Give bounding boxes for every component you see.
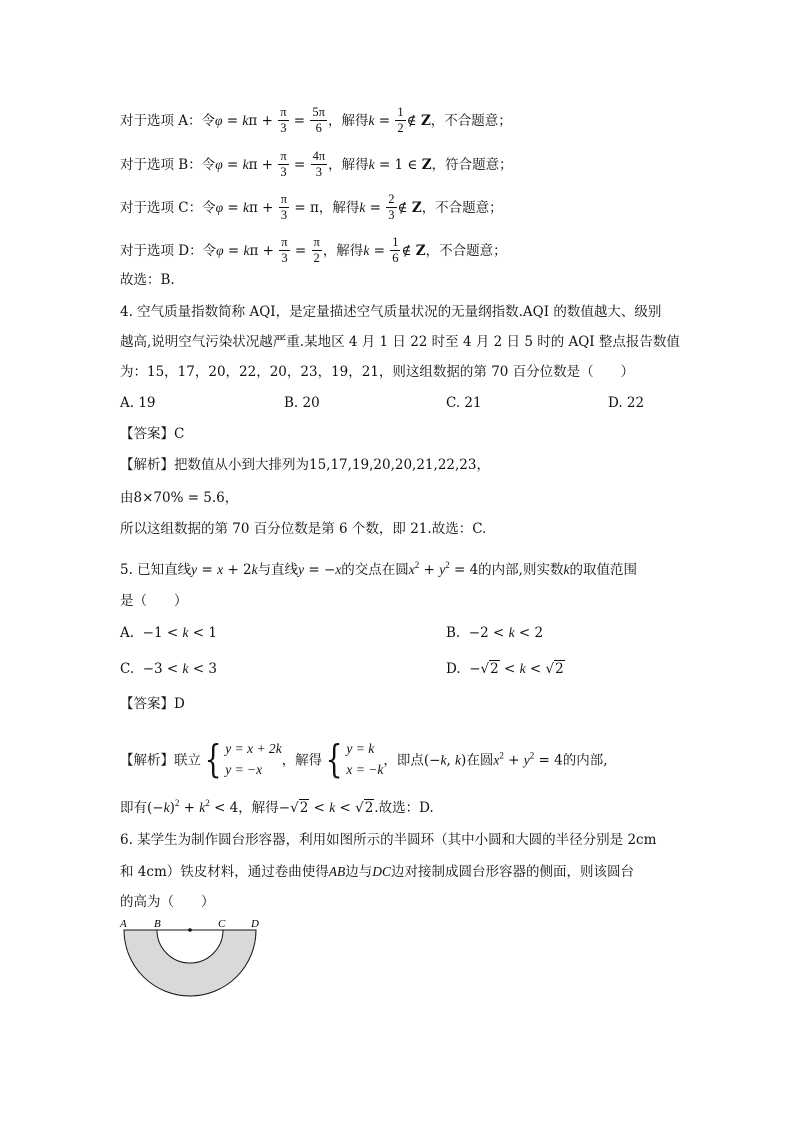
text: 的交点在圆 bbox=[341, 562, 409, 578]
q4-analysis-line3: 所以这组数据的第 70 百分位数是第 6 个数，即 21.故选：C. bbox=[120, 521, 487, 537]
text: 的取值范围 bbox=[569, 562, 637, 578]
label-b: B bbox=[154, 918, 161, 930]
text: A. bbox=[120, 625, 135, 641]
analysis-label: 【解析】 bbox=[120, 752, 174, 769]
text: C. bbox=[120, 661, 135, 677]
text: ，不合题意； bbox=[425, 243, 507, 259]
q5-option-c: C. −3 < k < 3 bbox=[120, 661, 218, 677]
text: 边与 bbox=[345, 864, 373, 880]
text: ，解得 bbox=[327, 113, 369, 129]
q4-analysis-line1 bbox=[120, 455, 490, 475]
q4-analysis-line2: 由8×70% = 5.6， bbox=[120, 490, 239, 506]
q4-stem-line2: 越高,说明空气污染状况越严重.某地区 4 月 1 日 22 时至 4 月 2 日 5 时的 AQI 整点报告数值 bbox=[120, 334, 680, 350]
fraction: $\frac{\pi}{2}$ bbox=[313, 235, 320, 265]
option-b-analysis: 对于选项 B：令φ = kπ + $\frac{\pi}{3}$ = $\frac{4\pi}{3}$ ，解得k = 1 ∈ Z，符合题意； bbox=[120, 149, 513, 179]
q4-option-c: C. 21 bbox=[446, 395, 482, 411]
text: 和 4cm）铁皮材料，通过卷曲使得 bbox=[120, 864, 329, 880]
text: B. bbox=[446, 625, 461, 641]
text: ，解得 bbox=[328, 157, 369, 173]
label-a: A bbox=[120, 918, 127, 930]
text: .故选：D. bbox=[374, 800, 434, 816]
center-dot bbox=[188, 928, 192, 932]
fraction: $\frac{4\pi}{3}$ bbox=[312, 149, 326, 179]
text: 边对接制成圆台形容器的侧面，则该圆台 bbox=[391, 864, 635, 880]
fraction: $\frac{5\pi}{6}$ bbox=[312, 105, 325, 135]
text: ，即点 bbox=[383, 752, 424, 769]
fraction: $\frac{\pi}{3}$ bbox=[280, 105, 287, 135]
fraction: $\frac{\pi}{3}$ bbox=[280, 192, 288, 222]
text: ，解得 bbox=[322, 243, 364, 259]
q5-option-a: A. −1 < k < 1 bbox=[120, 625, 217, 641]
q4-stem-line1: 4. 空气质量指数简称 AQI，是定量描述空气质量状况的无量纲指数.AQI 的数值越大、级别 bbox=[120, 304, 662, 320]
label-c: C bbox=[218, 918, 226, 930]
equation-system: { y = x + 2k y = −x bbox=[204, 737, 282, 781]
solution-system: { y = k x = −k bbox=[325, 737, 384, 781]
q5-stem-line1: 5. 已知直线y = x + 2k与直线y = −x的交点在圆$x^2 + y^2 = 4$的内部,则实数k的取值范围 bbox=[120, 560, 637, 578]
q6-stem-line1: 6. 某学生为制作圆台形容器，利用如图所示的半圆环（其中小圆和大圆的半径分别是 2cm bbox=[120, 832, 657, 848]
text: 5. 已知直线 bbox=[120, 562, 192, 578]
text: ，解得 bbox=[281, 752, 323, 769]
text: D. bbox=[446, 661, 461, 677]
q5-answer: 【答案】D bbox=[120, 696, 185, 712]
q6-stem-line3: 的高为（ ） bbox=[120, 894, 215, 910]
q4-answer: 【答案】C bbox=[120, 426, 185, 442]
q4-option-d: D. 22 bbox=[608, 395, 645, 411]
q5-analysis-line1: 【解析】联立{ y = x + 2k y = −x，解得{ y = k x = −k，即点(−k, k)在圆$x^2 + y^2 = 4$的内部, bbox=[120, 737, 608, 781]
q5-stem-line2: 是（ ） bbox=[120, 593, 188, 609]
analysis-label: 【解析】 bbox=[120, 457, 174, 473]
text: 与直线 bbox=[257, 562, 299, 578]
text: ，解得 bbox=[238, 800, 279, 816]
q4-option-a: A. 19 bbox=[120, 395, 156, 411]
text: 对于选项 B：令 bbox=[120, 157, 216, 173]
fraction: $\frac{2}{3}$ bbox=[388, 192, 395, 222]
fraction: $\frac{1}{6}$ bbox=[392, 235, 399, 265]
text: 的内部,则实数 bbox=[478, 562, 564, 578]
text: 对于选项 C：令 bbox=[120, 200, 216, 216]
fraction: $\frac{1}{2}$ bbox=[397, 105, 404, 135]
option-a-analysis: 对于选项 A：令φ = kπ + $\frac{\pi}{3}$ = $\frac{5\pi}{6}$ ，解得k = $\frac{1}{2}$ ∉ Z，不合题意； bbox=[120, 105, 512, 135]
q5-option-b: B. −2 < k < 2 bbox=[446, 625, 544, 641]
text: 对于选项 D：令 bbox=[120, 243, 217, 259]
text: ，不合题意； bbox=[430, 113, 512, 129]
text: ，不合题意； bbox=[421, 200, 503, 216]
option-d-analysis: 对于选项 D：令φ = kπ + $\frac{\pi}{3}$ = $\frac{\pi}{2}$ ，解得k = $\frac{1}{6}$ ∉ Z，不合题意； bbox=[120, 235, 507, 265]
fraction: $\frac{\pi}{3}$ bbox=[280, 149, 287, 179]
text: 的内部, bbox=[562, 752, 608, 769]
label-d: D bbox=[251, 918, 259, 930]
option-c-analysis: 对于选项 C：令φ = kπ + $\frac{\pi}{3}$ = π，解得k = $\frac{2}{3}$ ∉ Z，不合题意； bbox=[120, 192, 503, 222]
text: 把数值从小到大排列为15,17,19,20,20,21,22,23， bbox=[174, 457, 490, 473]
text: 即有 bbox=[120, 800, 147, 816]
q5-option-d: D. −√2 < k < √2 bbox=[446, 661, 564, 677]
q4-stem-line3: 为：15，17，20，22，20，23，19，21，则这组数据的第 70 百分位数是（ ） bbox=[120, 364, 635, 380]
fraction: $\frac{\pi}{3}$ bbox=[281, 235, 288, 265]
q5-analysis-line2: 即有$(-k)^2 + k^2 < 4$，解得−√2 < k < √2.故选：D. bbox=[120, 798, 434, 816]
text: 在圆 bbox=[466, 752, 494, 769]
text: 联立 bbox=[174, 752, 201, 769]
q3-conclusion: 故选：B. bbox=[120, 272, 175, 288]
q6-stem-line2: 和 4cm）铁皮材料，通过卷曲使得AB边与DC边对接制成圆台形容器的侧面，则该圆台 bbox=[120, 864, 635, 880]
text: ，解得 bbox=[318, 200, 360, 216]
text: 对于选项 A：令 bbox=[120, 113, 216, 129]
half-ring-shape bbox=[124, 930, 256, 996]
half-ring-figure bbox=[116, 915, 266, 1000]
q4-option-b: B. 20 bbox=[284, 395, 320, 411]
text: ，符合题意； bbox=[431, 157, 513, 173]
